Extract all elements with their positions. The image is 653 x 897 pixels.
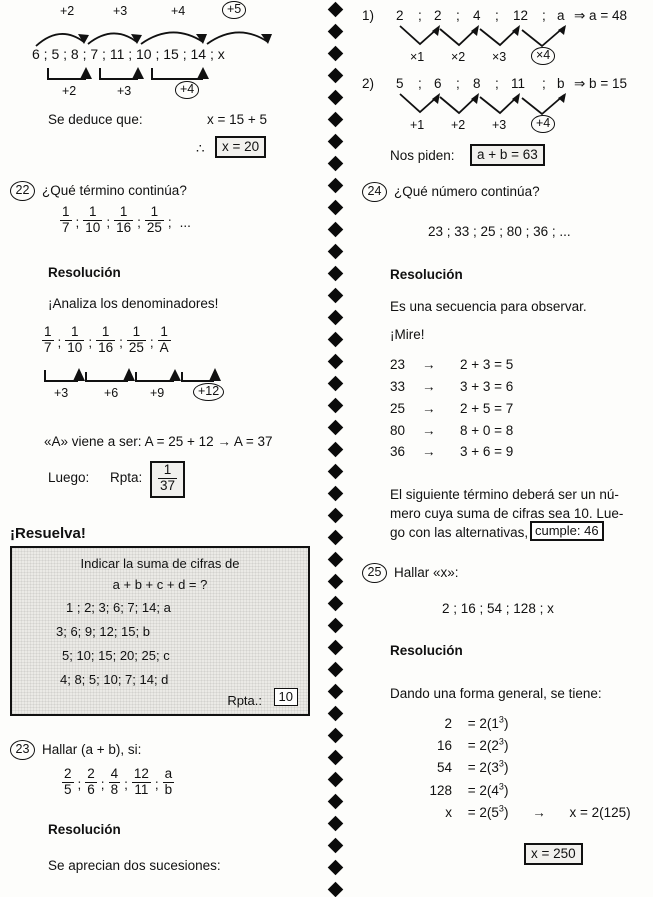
digit-sum-row <box>390 398 513 420</box>
divider-diamond <box>328 244 344 260</box>
problem25-expansions <box>390 712 631 824</box>
expansion-left: x <box>445 804 452 820</box>
divider-diamond <box>328 420 344 436</box>
problem25-question: Hallar «x»: <box>394 564 459 580</box>
nos-piden-answer: a + b = 63 <box>470 144 545 166</box>
separator: ; <box>542 8 546 23</box>
deduce-text: Se deduce que: <box>48 112 143 127</box>
problem24-number: 24 <box>362 182 387 202</box>
resuelva-row: 1 ; 2; 3; 6; 7; 14; a <box>66 600 171 615</box>
deduce-expr: x = 15 + 5 <box>207 112 268 127</box>
item1-term-1: 2 <box>434 8 442 23</box>
item1-index: 1) <box>362 8 375 23</box>
expansion-left: 128 <box>429 782 452 798</box>
fraction: $\frac{12}{11}$ <box>133 766 149 797</box>
expansion-row <box>390 712 631 734</box>
resuelva-row: 3; 6; 9; 12; 15; b <box>56 624 150 639</box>
item1-zigzag <box>352 24 653 52</box>
divider-diamond <box>328 24 344 40</box>
item2-op-1: +2 <box>451 118 466 132</box>
fraction: $\frac{2}{6}$ <box>87 766 95 797</box>
divider-diamond <box>328 68 344 84</box>
fraction: $\frac{2}{5}$ <box>64 766 72 797</box>
problem23-item1 <box>352 6 653 68</box>
item2-term-2: 8 <box>473 76 481 91</box>
divider-diamond <box>328 706 344 722</box>
item2-result: ⇒ b = 15 <box>574 76 627 91</box>
separator: ; <box>137 214 141 230</box>
problem23-intro: Se aprecian dos sucesiones: <box>48 858 221 873</box>
digit-sum-expr: 3 + 3 = 6 <box>460 378 514 394</box>
digit-sum-n: 80 <box>390 422 406 438</box>
expansion-row <box>390 734 631 756</box>
separator: ; <box>418 76 422 91</box>
digit-sum-n: 33 <box>390 378 406 394</box>
problem22-brackets <box>0 366 322 388</box>
final-expr: x = 2(125) <box>569 804 631 820</box>
divider-diamond <box>328 222 344 238</box>
problem24-sequence: 23 ; 33 ; 25 ; 80 ; 36 ; ... <box>428 224 571 239</box>
problem24-paragraph-3: go con las alternativas, <box>390 525 529 540</box>
divider-diamond <box>328 200 344 216</box>
resuelva-row: 4; 8; 5; 10; 7; 14; d <box>60 672 169 687</box>
resuelva-title: ¡Resuelva! <box>10 525 86 542</box>
item2-op-circled: +4 <box>531 115 555 133</box>
item1-term-0: 2 <box>396 8 404 23</box>
separator: ; <box>106 214 111 230</box>
expansion-right: = $2(3^3)$ <box>467 758 509 776</box>
separator: ; <box>154 776 159 792</box>
item2-term-1: 6 <box>434 76 442 91</box>
problem22-work-diagram <box>0 326 322 406</box>
expansion-right: = $2(5^3)$ <box>467 803 509 820</box>
digit-sum-n: 36 <box>390 444 406 460</box>
separator: ; <box>149 334 154 350</box>
digit-sum-n: 23 <box>390 357 406 372</box>
divider-diamond <box>328 552 344 568</box>
divider-diamond <box>328 772 344 788</box>
problem21-diagram <box>0 4 322 96</box>
final-arrow-icon: → <box>532 804 546 820</box>
arrow-icon: → <box>422 422 436 438</box>
arrow-icon: → <box>422 400 436 416</box>
problem23-header <box>10 740 141 760</box>
separator: ; <box>75 214 80 230</box>
diff-label-1: +6 <box>104 386 119 400</box>
expansion-row <box>390 779 631 801</box>
fraction: $\frac{1}{A}$ <box>159 324 169 355</box>
item2-term-3: 11 <box>511 76 526 91</box>
divider-diamond <box>328 310 344 326</box>
therefore-symbol: ∴ <box>196 141 205 156</box>
item1-term-4: a <box>557 8 565 23</box>
problem25-resolucion-label: Resolución <box>390 643 463 658</box>
sequence-tail: ... <box>179 214 191 230</box>
digit-sum-row <box>390 354 513 376</box>
problem23-sequence <box>62 768 174 798</box>
divider-diamond <box>328 178 344 194</box>
divider-diamond <box>328 750 344 766</box>
fraction: $\frac{1}{16}$ <box>116 204 132 235</box>
problem23-number: 23 <box>10 740 35 760</box>
expansion-left: 54 <box>436 760 452 776</box>
problem22-hint: ¡Analiza los denominadores! <box>48 296 219 311</box>
divider-diamond <box>328 90 344 106</box>
digit-sum-row <box>390 420 513 442</box>
digit-sum-row <box>390 441 513 463</box>
problem25-sequence: 2 ; 16 ; 54 ; 128 ; x <box>442 601 554 616</box>
problem22-resolucion-label: Resolución <box>48 265 121 280</box>
separator: ; <box>88 334 93 350</box>
problem25-intro: Dando una forma general, se tiene: <box>390 686 602 701</box>
item2-op-0: +1 <box>410 118 425 132</box>
fraction: $\frac{1}{10}$ <box>85 204 101 235</box>
problem22-question: ¿Qué término continúa? <box>42 182 187 198</box>
resuelva-rpta-label: Rpta.: <box>227 693 262 708</box>
expansion-right: = $2(2^3)$ <box>467 736 509 753</box>
problem22-luego-label: Luego: <box>48 470 90 485</box>
separator: ; <box>456 76 460 91</box>
problem24-header <box>362 182 540 202</box>
divider-diamond <box>328 816 344 832</box>
divider-diamond <box>328 530 344 546</box>
separator: ; <box>124 776 128 792</box>
fraction: $\frac{1}{7}$ <box>44 324 52 355</box>
problem24-paragraph-2: mero cuya suma de cifras sea 10. Lue- <box>390 506 624 521</box>
problem22-rpta-label: Rpta: <box>110 470 143 485</box>
divider-diamond <box>328 838 344 854</box>
problem22-number: 22 <box>10 181 35 201</box>
expansion-right: = $2(4^3)$ <box>467 781 509 798</box>
resuelva-rpta-value: 10 <box>274 688 298 706</box>
item1-op-1: ×2 <box>451 50 466 64</box>
resuelva-row: 5; 10; 15; 20; 25; c <box>62 648 170 663</box>
problem22-answer: $\frac{1}{37}$ <box>150 461 185 498</box>
divider-diamond <box>328 794 344 810</box>
problem24-paragraph-1: El siguiente término deberá ser un nú- <box>390 487 619 502</box>
divider-diamond <box>328 618 344 634</box>
problem21-sequence: 6 ; 5 ; 8 ; 7 ; 11 ; 10 ; 15 ; 14 ; x <box>32 46 225 62</box>
item2-index: 2) <box>362 76 375 91</box>
separator: ; <box>495 76 499 91</box>
divider-diamond <box>328 156 344 172</box>
item2-zigzag <box>352 92 653 120</box>
problem24-answer: cumple: 46 <box>530 521 604 541</box>
expansion-row <box>390 801 631 823</box>
divider-diamond <box>328 882 344 897</box>
item2-op-2: +3 <box>492 118 507 132</box>
problem24-line1: Es una secuencia para observar. <box>390 299 587 314</box>
item1-op-2: ×3 <box>492 50 507 64</box>
divider-diamond <box>328 332 344 348</box>
divider-diamond <box>328 442 344 458</box>
bottom-label-circled: +4 <box>175 81 199 99</box>
digit-sum-expr: 3 + 6 = 9 <box>460 444 514 460</box>
separator: ; <box>119 334 123 350</box>
divider-diamond <box>328 112 344 128</box>
diff-label-2: +9 <box>150 386 165 400</box>
separator: ; <box>77 776 82 792</box>
divider-diamond <box>328 860 344 876</box>
top-label-1: +3 <box>113 4 128 18</box>
left-column <box>0 0 322 873</box>
digit-sum-expr: 8 + 0 = 8 <box>460 422 514 438</box>
divider-diamond <box>328 2 344 18</box>
item1-op-circled: ×4 <box>531 47 555 65</box>
fraction: $\frac{1}{7}$ <box>62 204 70 235</box>
resuelva-prompt-2: a + b + c + d = ? <box>112 577 208 592</box>
digit-sum-row <box>390 376 513 398</box>
arrow-icon: → <box>422 378 436 394</box>
bottom-label-1: +3 <box>117 84 132 98</box>
divider-diamond <box>328 464 344 480</box>
problem25-header <box>362 563 459 583</box>
problem23-item2 <box>352 74 653 136</box>
divider-diamond <box>328 46 344 62</box>
problem25-answer: x = 250 <box>524 843 583 865</box>
resuelva-box <box>10 546 310 716</box>
divider-diamond <box>328 640 344 656</box>
separator: ; <box>495 8 499 23</box>
expansion-left: 2 <box>444 715 452 731</box>
problem23-question: Hallar (a + b), si: <box>42 741 142 757</box>
problem24-digit-sums <box>390 354 513 463</box>
digit-sum-n: 25 <box>390 400 406 416</box>
arrow-icon: → <box>422 444 436 460</box>
divider-diamond <box>328 684 344 700</box>
fraction: $\frac{1}{25}$ <box>146 204 162 235</box>
problem22-sequence <box>60 206 195 236</box>
problem21-answer: x = 20 <box>215 136 266 158</box>
divider-diamond <box>328 486 344 502</box>
top-label-2: +4 <box>171 4 186 18</box>
top-label-circled: +5 <box>222 1 246 19</box>
item1-term-2: 4 <box>473 8 481 23</box>
item1-term-3: 12 <box>513 8 529 23</box>
divider-diamond <box>328 354 344 370</box>
divider-diamond <box>328 574 344 590</box>
bottom-label-0: +2 <box>62 84 77 98</box>
diff-label-circled: +12 <box>193 383 224 401</box>
item2-term-0: 5 <box>396 76 404 91</box>
problem24-line2: ¡Mire! <box>390 327 425 342</box>
top-label-0: +2 <box>60 4 75 18</box>
separator: ; <box>100 776 105 792</box>
expansion-left: 16 <box>436 737 452 753</box>
fraction: $\frac{a}{b}$ <box>164 766 173 797</box>
problem22-work-fractions <box>42 326 171 356</box>
item1-op-0: ×1 <box>410 50 425 64</box>
digit-sum-expr: 2 + 5 = 7 <box>460 400 514 416</box>
divider-diamond <box>328 134 344 150</box>
resuelva-prompt-1: Indicar la suma de cifras de <box>80 556 240 571</box>
diff-label-0: +3 <box>54 386 69 400</box>
divider-diamond <box>328 376 344 392</box>
divider-diamond <box>328 728 344 744</box>
divider-diamond <box>328 266 344 282</box>
digit-sum-expr: 2 + 3 = 5 <box>460 357 514 372</box>
expansion-right: = $2(1^3)$ <box>467 714 509 731</box>
divider-diamond <box>328 596 344 612</box>
problem24-question: ¿Qué número continúa? <box>394 183 540 199</box>
divider-diamond <box>328 508 344 524</box>
fraction: $\frac{4}{8}$ <box>110 766 119 797</box>
separator: ; <box>167 214 172 230</box>
column-divider <box>326 0 348 887</box>
problem25-number: 25 <box>362 563 387 583</box>
item1-result: ⇒ a = 48 <box>574 8 627 23</box>
item2-term-4: b <box>557 76 565 91</box>
separator: ; <box>456 8 460 23</box>
problem24-resolucion-label: Resolución <box>390 267 463 282</box>
separator: ; <box>418 8 422 23</box>
expansion-row <box>390 757 631 779</box>
fraction: $\frac{1}{16}$ <box>98 324 114 355</box>
divider-diamond <box>328 662 344 678</box>
bottom-brackets <box>0 66 322 88</box>
divider-diamond <box>328 288 344 304</box>
separator: ; <box>57 334 62 350</box>
fraction: $\frac{1}{10}$ <box>67 324 83 355</box>
problem22-header <box>10 181 187 201</box>
divider-diamond <box>328 398 344 414</box>
separator: ; <box>542 76 546 91</box>
fraction: $\frac{1}{25}$ <box>128 324 144 355</box>
nos-piden-label: Nos piden: <box>390 148 455 163</box>
problem22-conclusion: «A» viene a ser: A = 25 + 12 → A = 37 <box>44 434 273 449</box>
problem23-resolucion-label: Resolución <box>48 822 121 837</box>
arrow-icon: → <box>422 357 436 372</box>
